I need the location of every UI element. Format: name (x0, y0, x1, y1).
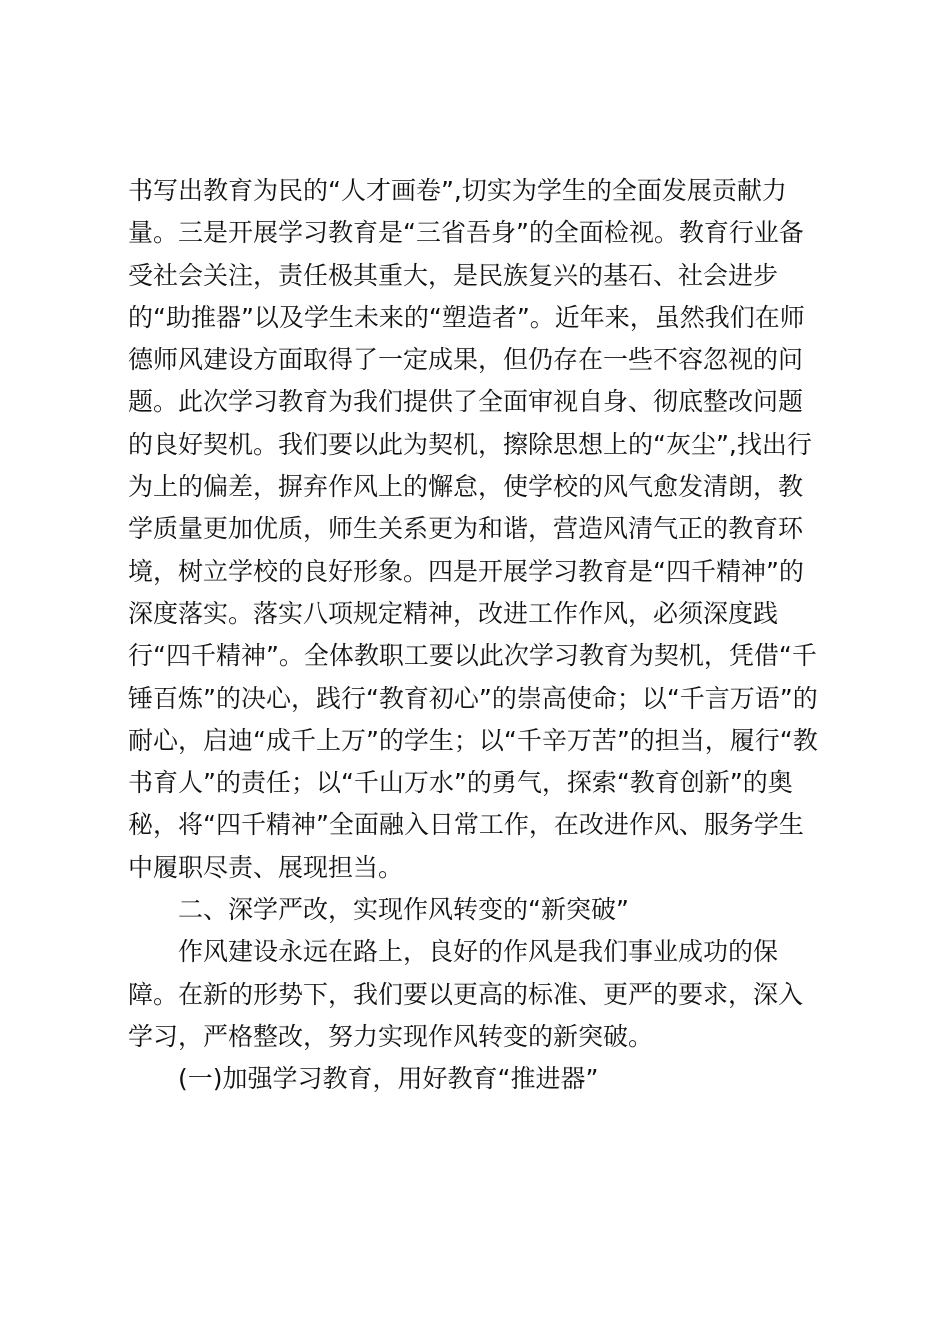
text-line: 障。在新的形势下，我们要以更高的标准、更严的要求，深入 (128, 979, 804, 1009)
text-line: 书写出教育为民的“人才画卷”,切实为学生的全面发展贡献力 (128, 176, 787, 205)
text-line: 深度落实。落实八项规定精神，改进工作作风，必须深度践 (128, 598, 779, 628)
document-body (128, 170, 828, 1101)
text-line: 题。此次学习教育为我们提供了全面审视自身、彻底整改问题 (128, 387, 804, 417)
text-line: 耐心，启迪“成千上万”的学生；以“千辛万苦”的担当，履行“教 (128, 725, 818, 755)
text-line: 学质量更加优质，师生关系更为和谐，营造风清气正的教育环 (128, 514, 804, 544)
text-line: (一)加强学习教育，用好教育“推进器” (178, 1064, 599, 1094)
text-line: 书育人”的责任；以“千山万水”的勇气，探索“教育创新”的奥 (128, 768, 793, 798)
text-line: 中履职尽责、展现担当。 (128, 852, 404, 882)
text-line: 学习，严格整改，努力实现作风转变的新突破。 (128, 1021, 654, 1051)
text-line: 量。三是开展学习教育是“三省吾身”的全面检视。教育行业备 (128, 218, 804, 248)
text-line: 二、深学严改，实现作风转变的“新突破” (178, 895, 629, 925)
text-line: 的“助推器”以及学生未来的“塑造者”。近年来，虽然我们在师 (128, 302, 805, 332)
text-line: 德师风建设方面取得了一定成果，但仍存在一些不容忽视的问 (128, 345, 804, 375)
text-line: 境，树立学校的良好形象。四是开展学习教育是“四千精神”的 (128, 556, 804, 586)
text-line: 为上的偏差，摒弃作风上的懈怠，使学校的风气愈发清朗，教 (128, 472, 804, 502)
text-line: 锤百炼”的决心，践行“教育初心”的崇高使命；以“千言万语”的 (128, 683, 818, 713)
text-line: 作风建设永远在路上，良好的作风是我们事业成功的保 (178, 937, 779, 967)
text-line: 行“四千精神”。全体教职工要以此次学习教育为契机，凭借“千 (128, 641, 817, 671)
text-line: 秘，将“四千精神”全面融入日常工作，在改进作风、服务学生 (128, 810, 804, 840)
text-line: 的良好契机。我们要以此为契机，擦除思想上的“灰尘”,找出行 (128, 429, 812, 459)
text-line: 受社会关注，责任极其重大，是民族复兴的基石、社会进步 (128, 260, 779, 290)
